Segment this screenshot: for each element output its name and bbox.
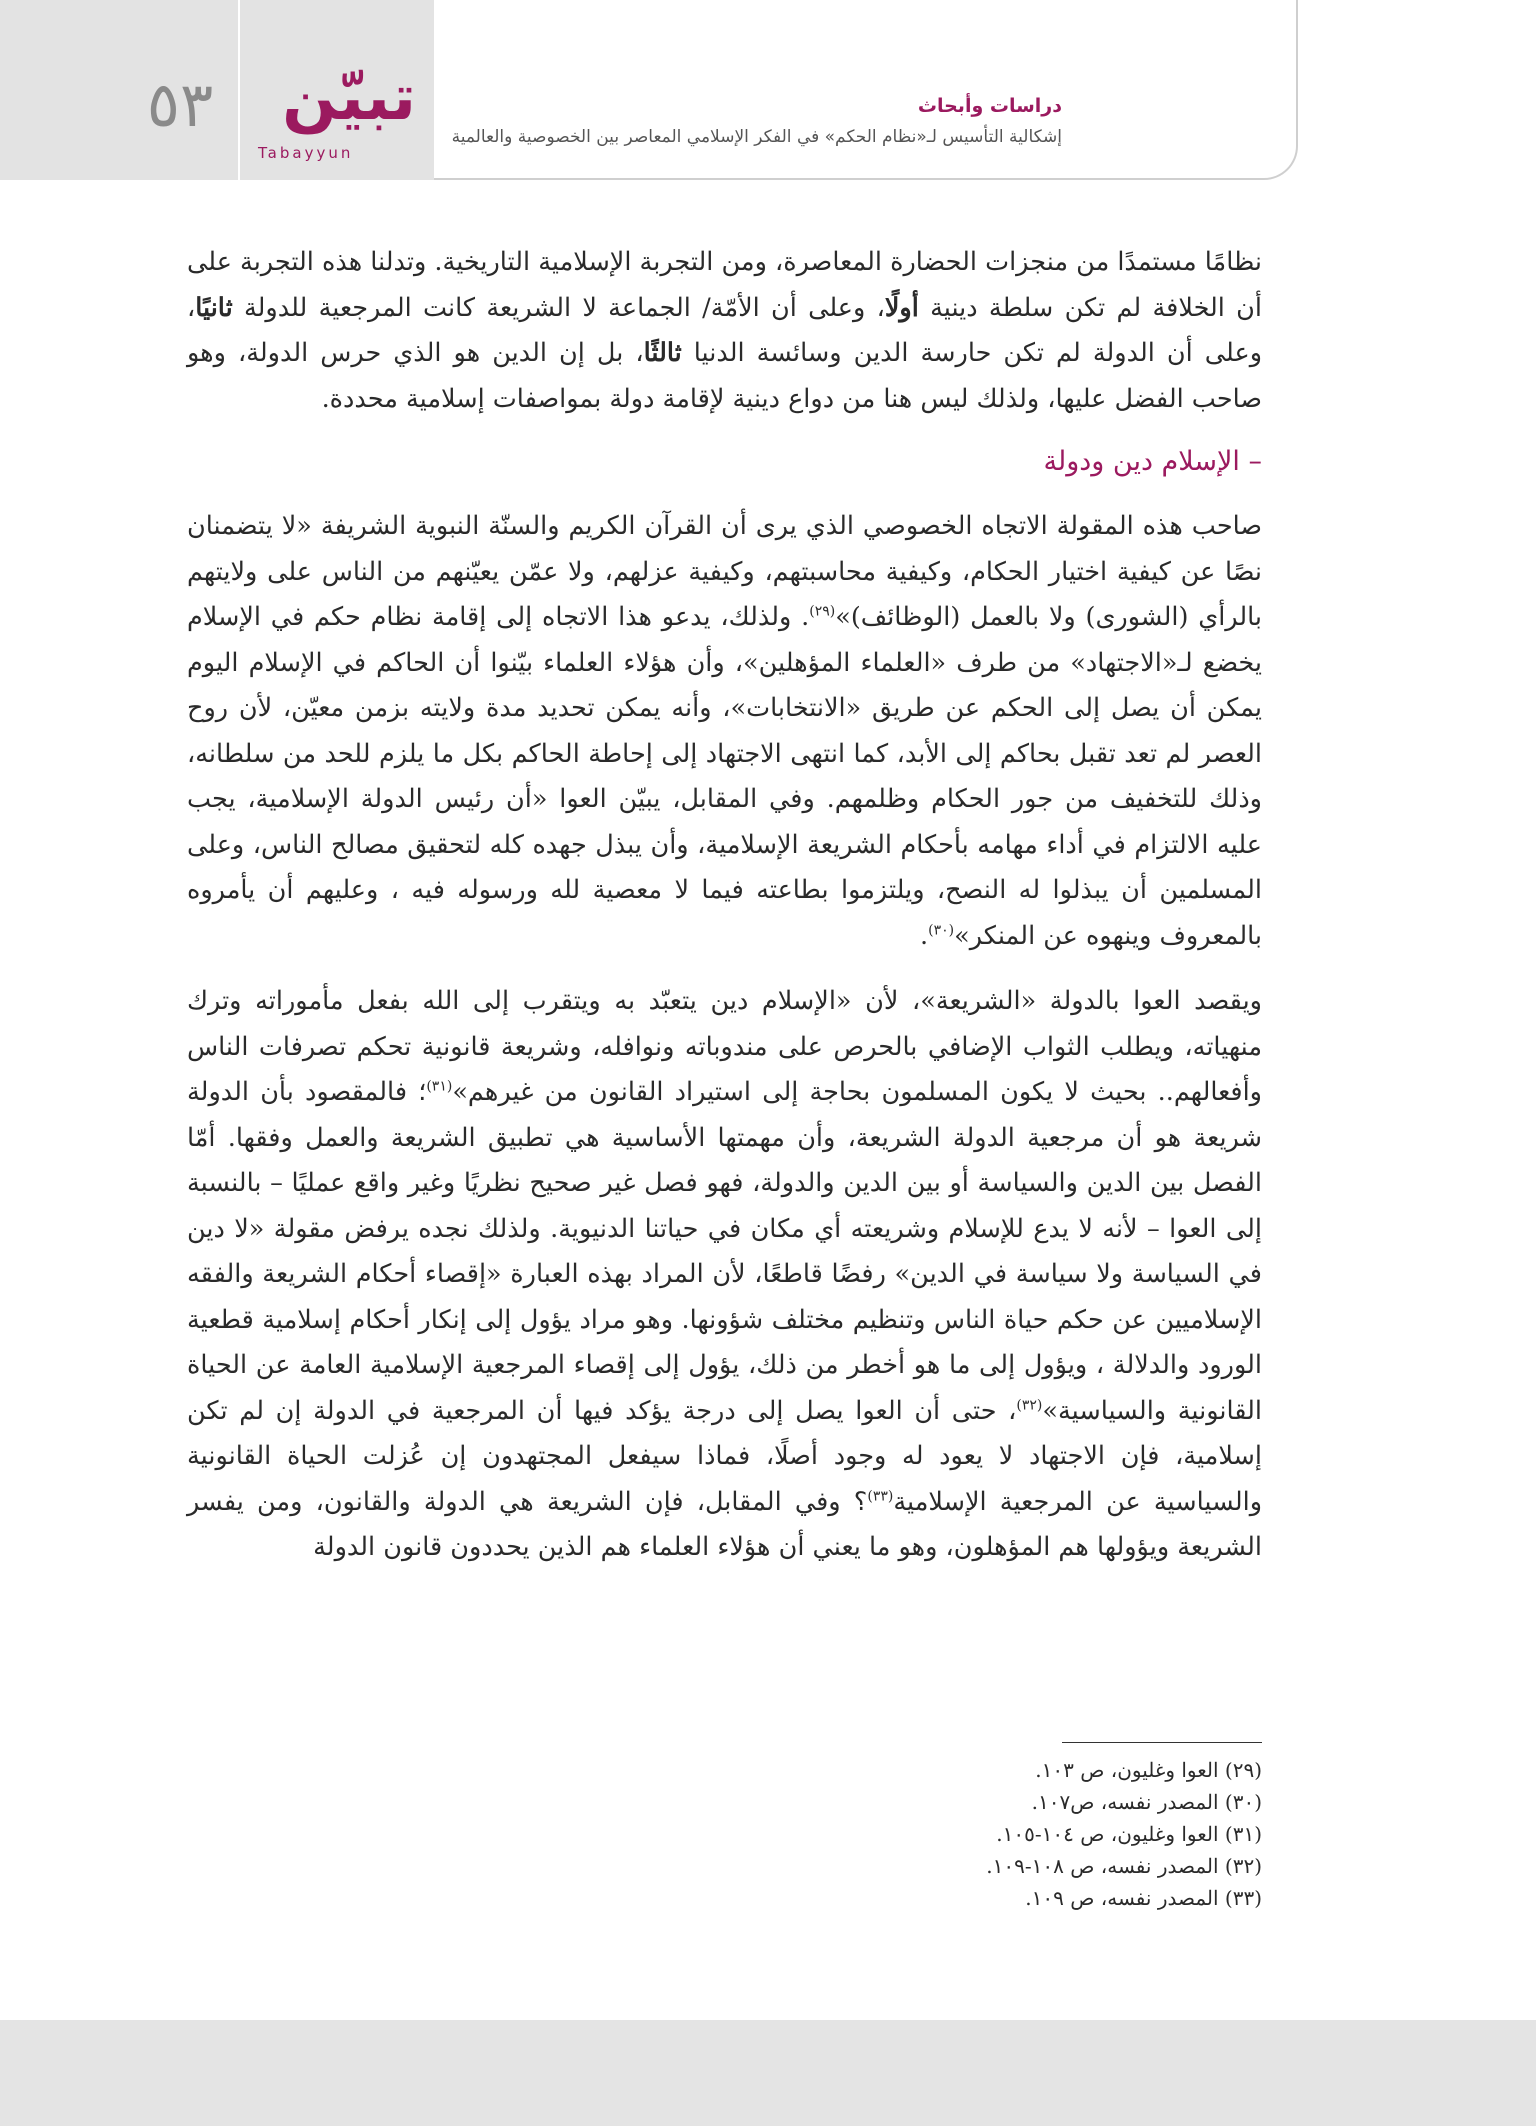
logo-arabic-text: تبيّن <box>282 61 416 135</box>
tabayyun-logo <box>256 60 426 170</box>
footnote-ref[interactable]: (٣١) <box>426 1078 453 1095</box>
paragraph-2 <box>187 504 1262 959</box>
paragraph-3 <box>187 979 1262 1571</box>
text-run: ؛ فالمقصود بأن الدولة شريعة هو أن مرجعية الدولة الشريعة، وأن مهمتها الأساسية هي تطبيق الشريعة والعمل وفقها. أمّا الفصل بين الدين والسياسة أو بين الدين والدولة، فهو فصل غير صحيح نظريًا وغير واقع عمليًا – بالنسبة إلى العوا – لأنه لا يدع للإسلام وشريعته أي مكان في حياتنا الدنيوية. ولذلك نجده يرفض مقولة «لا دين في السياسة ولا سياسة في الدين» رفضًا قاطعًا، لأن المراد بهذه العبارة «إقصاء أحكام الشريعة والفقه الإسلاميين عن حكم حياة الناس وتنظيم مختلف شؤونها. وهو مراد يؤول إلى إنكار أحكام إسلامية قطعية الورود والدلالة ، ويؤول إلى ما هو أخطر من ذلك، يؤول إلى إقصاء المرجعية الإسلامية العامة عن الحياة القانونية والسياسية» <box>187 1077 1262 1426</box>
header-frame <box>434 0 1298 180</box>
text-run: ؟ وفي المقابل، فإن الشريعة هي الدولة والقانون، ومن يفسر الشريعة ويؤولها هم المؤهلون، وهو ما يعني أن هؤلاء العلماء هم الذين يحددون قانون الدولة <box>187 1486 1262 1562</box>
article-body <box>187 240 1262 1591</box>
text-run: نظامًا مستمدًا من منجزات الحضارة المعاصرة، ومن التجربة الإسلامية التاريخية. وتدلنا هذه التجربة على أن الخلافة لم تكن سلطة دينية <box>187 247 1262 323</box>
emphasis: أولًا <box>884 292 919 323</box>
text-run: ، وعلى أن الأمّة/ الجماعة لا الشريعة كانت المرجعية للدولة <box>232 292 885 323</box>
footnote-33: (٣٣) المصدر نفسه، ص ١٠٩. <box>1025 1886 1262 1910</box>
footnote-31: (٣١) العوا وغليون، ص ١٠٤-١٠٥. <box>996 1822 1262 1846</box>
section-label: دراسات وأبحاث <box>917 95 1062 117</box>
footnote-29: (٢٩) العوا وغليون، ص ١٠٣. <box>1035 1758 1262 1782</box>
text-run: ، حتى أن العوا يصل إلى درجة يؤكد فيها أن المرجعية في الدولة إن لم تكن إسلامية، فإن الاجتهاد لا يعود له وجود أصلًا، فماذا سيفعل المجتهدون إن عُزلت الحياة القانونية والسياسية عن المرجعية الإسلامية <box>187 1395 1263 1517</box>
text-run: . <box>920 920 929 951</box>
bottom-band <box>0 2020 1536 2126</box>
text-run: ، بل إن الدين هو الذي حرس الدولة، وهو صاحب الفضل عليها، ولذلك ليس هنا من دواع دينية لإقامة دولة بمواصفات إسلامية محددة. <box>187 338 1262 414</box>
footnote-ref[interactable]: (٣٣) <box>867 1488 894 1504</box>
emphasis: ثانيًا <box>195 292 233 323</box>
logo-latin-text: Tabayyun <box>258 144 354 162</box>
emphasis: ثالثًا <box>643 338 682 368</box>
page-number: ٥٣ <box>146 68 214 141</box>
footnote-30: (٣٠) المصدر نفسه، ص١٠٧. <box>1031 1790 1262 1814</box>
footnote-ref[interactable]: (٣٢) <box>1016 1397 1043 1413</box>
footnotes <box>462 1754 1262 1914</box>
paragraph-1 <box>187 240 1262 422</box>
text-run: صاحب هذه المقولة الاتجاه الخصوصي الذي يرى أن القرآن الكريم والسنّة النبوية الشريفة «لا يتضمنان نصًا عن كيفية اختيار الحكام، وكيفية محاسبتهم، وكيفية عزلهم، ولا عمّن يعيّنهم من الناس على ولايتهم بالرأي (الشورى) ولا بالعمل (الوظائف)» <box>187 511 1262 632</box>
footnote-ref[interactable]: (٢٩) <box>809 603 836 620</box>
footnote-ref[interactable]: (٣٠) <box>928 922 955 938</box>
running-title: إشكالية التأسيس لـ«نظام الحكم» في الفكر الإسلامي المعاصر بين الخصوصية والعالمية <box>451 127 1062 147</box>
section-subheading: – الإسلام دين ودولة <box>1043 446 1262 477</box>
text-run: . ولذلك، يدعو هذا الاتجاه إلى إقامة نظام حكم في الإسلام يخضع لـ«الاجتهاد» من طرف «العلماء المؤهلين»، وأن هؤلاء العلماء بيّنوا أن الحاكم في الإسلام اليوم يمكن أن يصل إلى الحكم عن طريق «الانتخابات»، وأنه يمكن تحديد مدة ولايته بزمن معيّن، لأن روح العصر لم تعد تقبل بحاكم إلى الأبد، كما انتهى الاجتهاد إلى إحاطة الحاكم بكل ما يلزم للحد من سلطانه، وذلك للتخفيف من جور الحكام وظلمهم. وفي المقابل، يبيّن العوا «أن رئيس الدولة الإسلامية، يجب عليه الالتزام في أداء مهامه بأحكام الشريعة الإسلامية، وأن يبذل جهده كله لتحقيق مصالح الناس، وعلى المسلمين أن يبذلوا له النصح، ويلتزموا بطاعته فيما لا معصية لله ورسوله فيه ، وعليهم أن يأمروه بالمعروف وينهوه عن المنكر» <box>187 602 1262 951</box>
page-header <box>0 0 1300 180</box>
header-divider <box>238 0 240 180</box>
text-run: ، وعلى أن الدولة لم تكن حارسة الدين وسائسة الدنيا <box>187 292 1263 368</box>
footnote-32: (٣٢) المصدر نفسه، ص ١٠٨-١٠٩. <box>986 1854 1262 1878</box>
footnote-divider <box>1062 1742 1262 1743</box>
text-run: ويقصد العوا بالدولة «الشريعة»، لأن «الإسلام دين يتعبّد به ويتقرب إلى الله بفعل مأموراته وترك منهياته، ويطلب الثواب الإضافي بالحرص على مندوباته ونوافله، وشريعة قانونية تحكم تصرفات الناس وأفعالهم.. بحيث لا يكون المسلمون بحاجة إلى استيراد القانون من غيرهم» <box>187 986 1262 1107</box>
